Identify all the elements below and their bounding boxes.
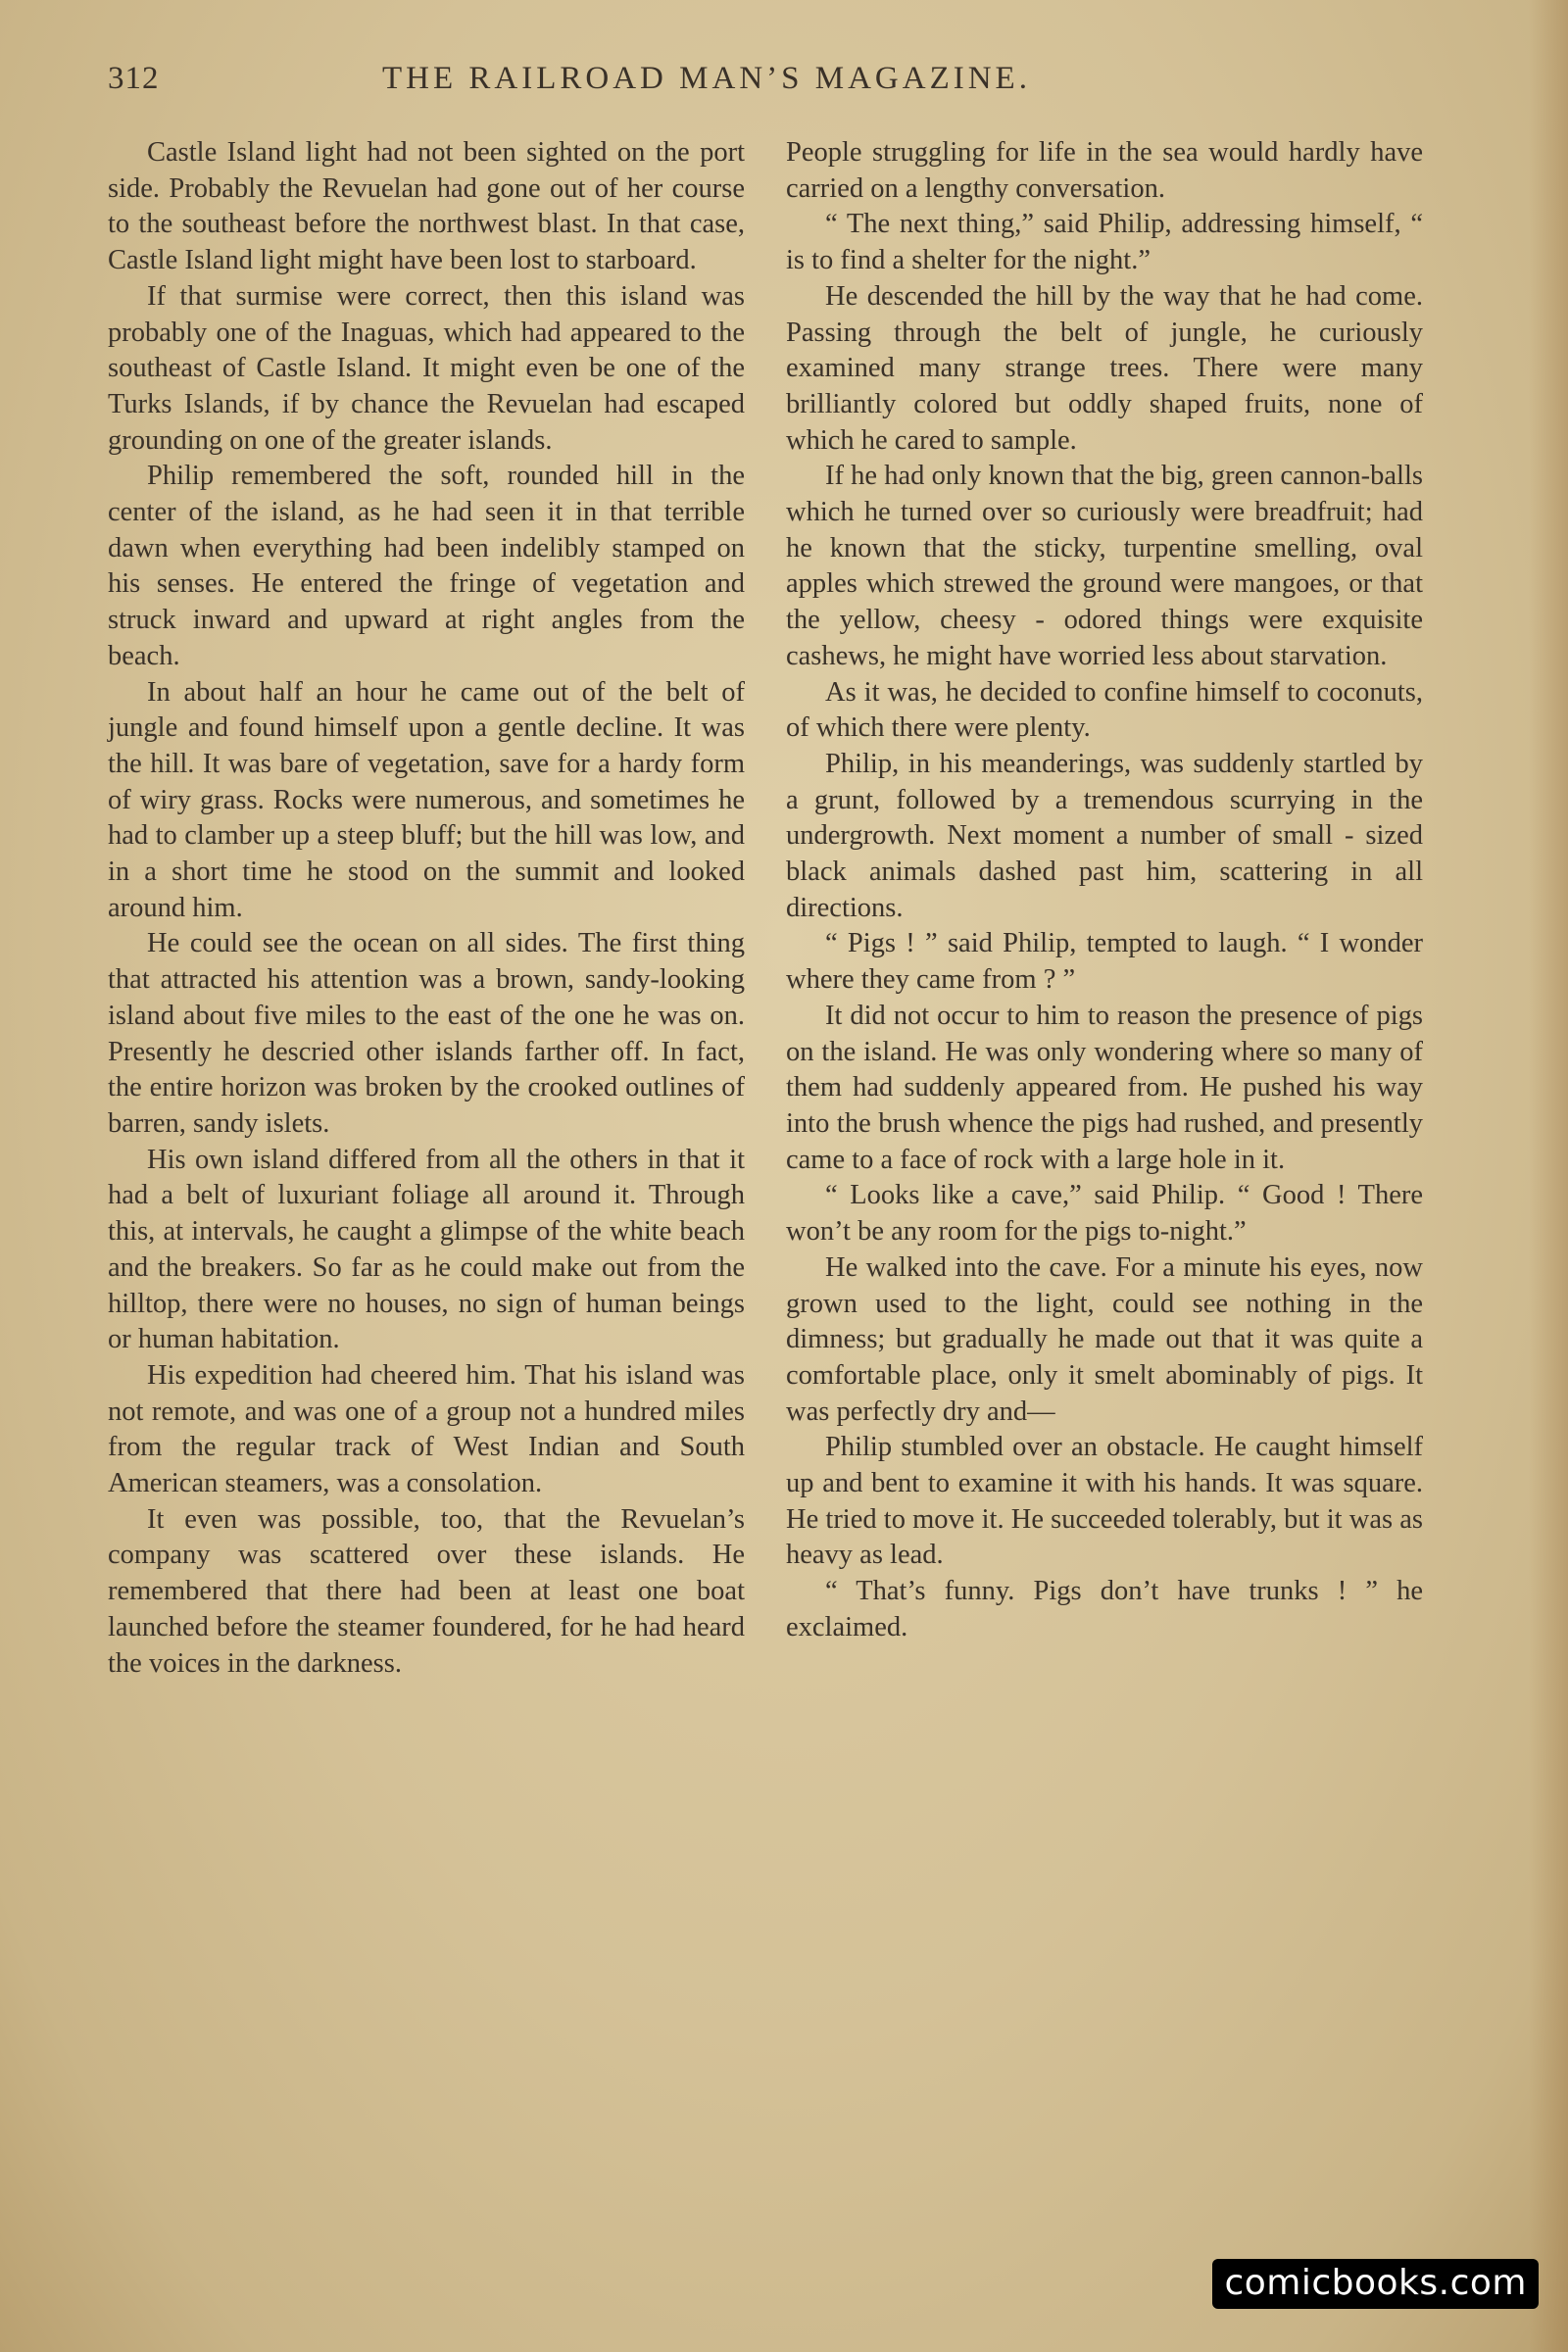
paragraph: If that surmise were correct, then this island was probably one of the Inaguas, which had appeared to the southeast of Castle Island. It might even be one of the Turks Islands, if by chance the Revuelan had escaped grounding on one of the greater islands. [108, 280, 745, 456]
left-column [108, 135, 745, 1682]
page-number: 312 [108, 61, 160, 96]
paragraph: It even was possible, too, that the Revuelan’s company was scattered over these islands. He remembered that there had been at least one boat launched before the steamer foundered, for he had heard the voices in the darkness. [108, 1503, 745, 1679]
paragraph: “ The next thing,” said Philip, addressing himself, “ is to find a shelter for the night.” [786, 209, 1423, 276]
paragraph: Philip stumbled over an obstacle. He caught himself up and bent to examine it with his hands. It was square. He tried to move it. He succeeded tolerably, but it was as heavy as lead. [786, 1432, 1423, 1571]
paragraph: His own island differed from all the others in that it had a belt of luxuriant foliage all around it. Through this, at intervals, he caught a glimpse of the white beach and the breakers. So far as he could make out from the hilltop, there were no houses, no sign of human beings or human habitation. [108, 1144, 745, 1355]
paragraph: “ That’s funny. Pigs don’t have trunks ! ” he exclaimed. [786, 1576, 1423, 1642]
paragraph: He walked into the cave. For a minute his eyes, now grown used to the light, could see nothing in the dimness; but gradually he made out that it was quite a comfortable place, only it smelt abominably of pigs. It was perfectly dry and— [786, 1251, 1423, 1427]
paragraph: Philip, in his meanderings, was suddenly startled by a grunt, followed by a tremendous scurrying in the undergrowth. Next moment a number of small - sized black animals dashed past him, scattering in all directions. [786, 748, 1423, 923]
running-title: THE RAILROAD MAN’S MAGAZINE. [382, 61, 1031, 96]
paragraph: In about half an hour he came out of the belt of jungle and found himself upon a gentle decline. It was the hill. It was bare of vegetation, save for a hardy form of wiry grass. Rocks were numerous, and sometimes he had to clamber up a steep bluff; but the hill was low, and in a short time he stood on the summit and looked around him. [108, 676, 745, 923]
right-column [786, 135, 1423, 1646]
paragraph: Castle Island light had not been sighted on the port side. Probably the Revuelan had gone out of her course to the southeast before the northwest blast. In that case, Castle Island light might have been lost to starboard. [108, 137, 745, 276]
paragraph: He could see the ocean on all sides. The first thing that attracted his attention was a brown, sandy-looking island about five miles to the east of the one he was on. Presently he descried other islands farther off. In fact, the entire horizon was broken by the crooked outlines of barren, sandy islets. [108, 928, 745, 1139]
paragraph: His expedition had cheered him. That his island was not remote, and was one of a group not a hundred miles from the regular track of West Indian and South American steamers, was a consolation. [108, 1359, 745, 1499]
paragraph: “ Pigs ! ” said Philip, tempted to laugh. “ I wonder where they came from ? ” [786, 928, 1423, 996]
page-header [108, 61, 1137, 110]
paragraph: It did not occur to him to reason the presence of pigs on the island. He was only wondering where so many of them had suddenly appeared from. He pushed his way into the brush whence the pigs had rushed, and presently came to a face of rock with a large hole in it. [786, 1000, 1423, 1175]
source-watermark: comicbooks.com [1212, 2259, 1539, 2309]
page-edge-shadow [1529, 0, 1568, 2352]
paragraph: If he had only known that the big, green cannon-balls which he turned over so curiously were breadfruit; had he known that the sticky, turpentine smelling, oval apples which strewed the ground were mangoes, or that the yellow, cheesy - odored things were exquisite cashews, he might have worried less about starvation. [786, 461, 1423, 671]
paragraph: “ Looks like a cave,” said Philip. “ Good ! There won’t be any room for the pigs to-night.” [786, 1180, 1423, 1248]
paragraph: Philip remembered the soft, rounded hill in the center of the island, as he had seen it in that terrible dawn when everything had been indelibly stamped on his senses. He entered the fringe of vegetation and struck inward and upward at right angles from the beach. [108, 461, 745, 671]
paragraph-continued: People struggling for life in the sea would hardly have carried on a lengthy conversation. [786, 137, 1423, 204]
paragraph: As it was, he decided to confine himself to coconuts, of which there were plenty. [786, 676, 1423, 744]
paragraph: He descended the hill by the way that he had come. Passing through the belt of jungle, he curiously examined many strange trees. There were many brilliantly colored but oddly shaped fruits, none of which he cared to sample. [786, 280, 1423, 456]
